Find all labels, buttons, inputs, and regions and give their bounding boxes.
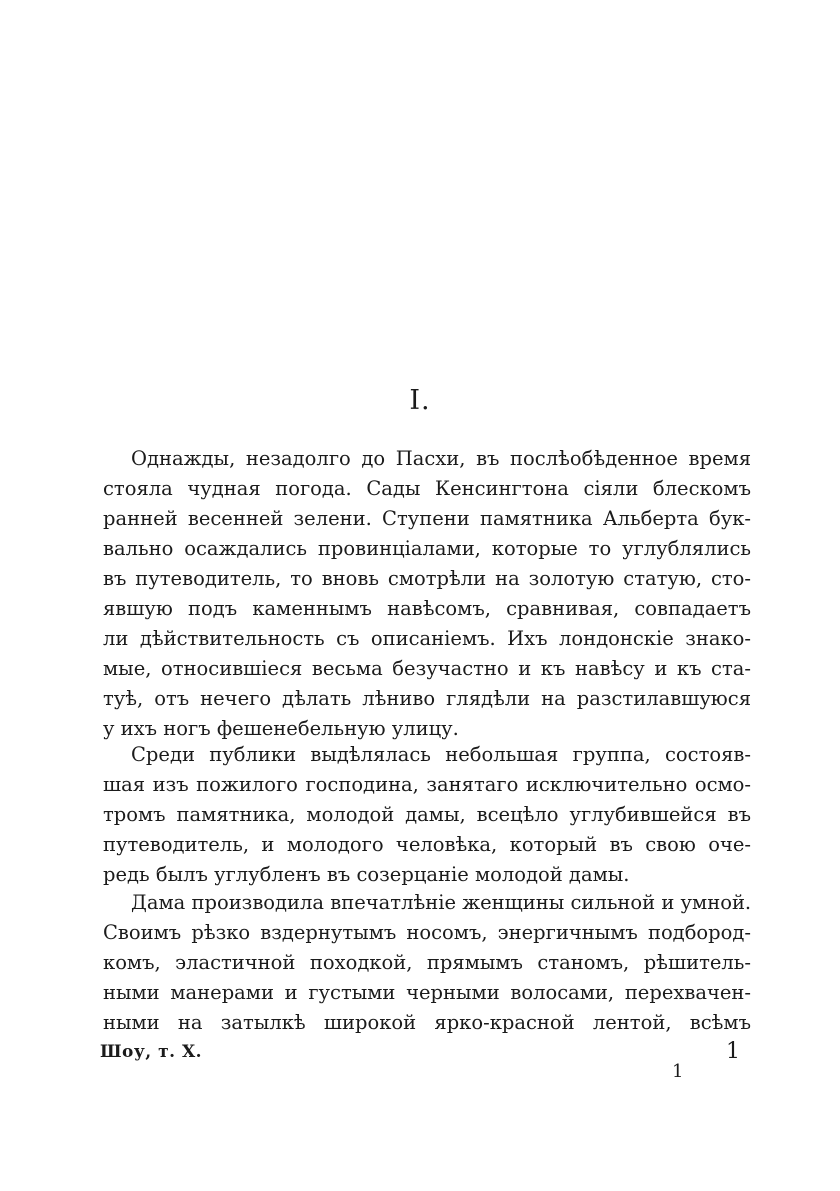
text-line: Однажды, незадолго до Пасхи, въ послѣобѣденное время (131, 447, 751, 470)
text-line: у ихъ ногъ фешенебельную улицу. (103, 717, 459, 740)
text-line: стояла чудная погода. Сады Кенсингтона сіяли блескомъ (103, 477, 751, 500)
text-line: ными манерами и густыми черными волосами, перехвачен- (103, 981, 751, 1004)
text-line: ными на затылкѣ широкой ярко-красной лентой, всѣмъ (103, 1011, 751, 1034)
text-line: путеводитель, и молодого человѣка, который въ свою оче- (103, 833, 751, 856)
text-line: ли дѣйствительность съ описаніемъ. Ихъ лондонскіе знако- (103, 627, 751, 650)
text-line: Дама производила впечатлѣніе женщины сильной и умной. (131, 891, 752, 914)
chapter-number: I. (409, 385, 431, 416)
text-line: въ путеводитель, то вновь смотрѣли на золотую статую, сто- (103, 567, 751, 590)
text-line: ранней весенней зелени. Ступени памятника Альберта бук- (103, 507, 751, 530)
text-line: вально осаждались провинціалами, которые то углублялись (103, 537, 751, 560)
text-line: явшую подъ каменнымъ навѣсомъ, сравнивая, совпадаетъ (103, 597, 751, 620)
signature-mark: Шоу, т. X. (100, 1042, 203, 1062)
page-number: 1 (672, 1061, 684, 1082)
text-line: редь былъ углубленъ въ созерцаніе молодой дамы. (103, 863, 630, 886)
text-line: мые, относившіеся весьма безучастно и къ навѣсу и къ ста- (103, 657, 751, 680)
text-line: туѣ, отъ нечего дѣлать лѣниво глядѣли на разстилавшуюся (103, 687, 751, 710)
text-line: Своимъ рѣзко вздернутымъ носомъ, энергичнымъ подбород- (103, 921, 751, 944)
text-line: комъ, эластичной походкой, прямымъ станомъ, рѣшитель- (103, 951, 751, 974)
text-line: Среди публики выдѣлялась небольшая группа, состояв- (131, 743, 751, 766)
text-line: тромъ памятника, молодой дамы, всецѣло углубившейся въ (103, 803, 751, 826)
text-line: шая изъ пожилого господина, занятаго исключительно осмо- (103, 773, 751, 796)
sheet-mark: 1 (726, 1039, 740, 1064)
